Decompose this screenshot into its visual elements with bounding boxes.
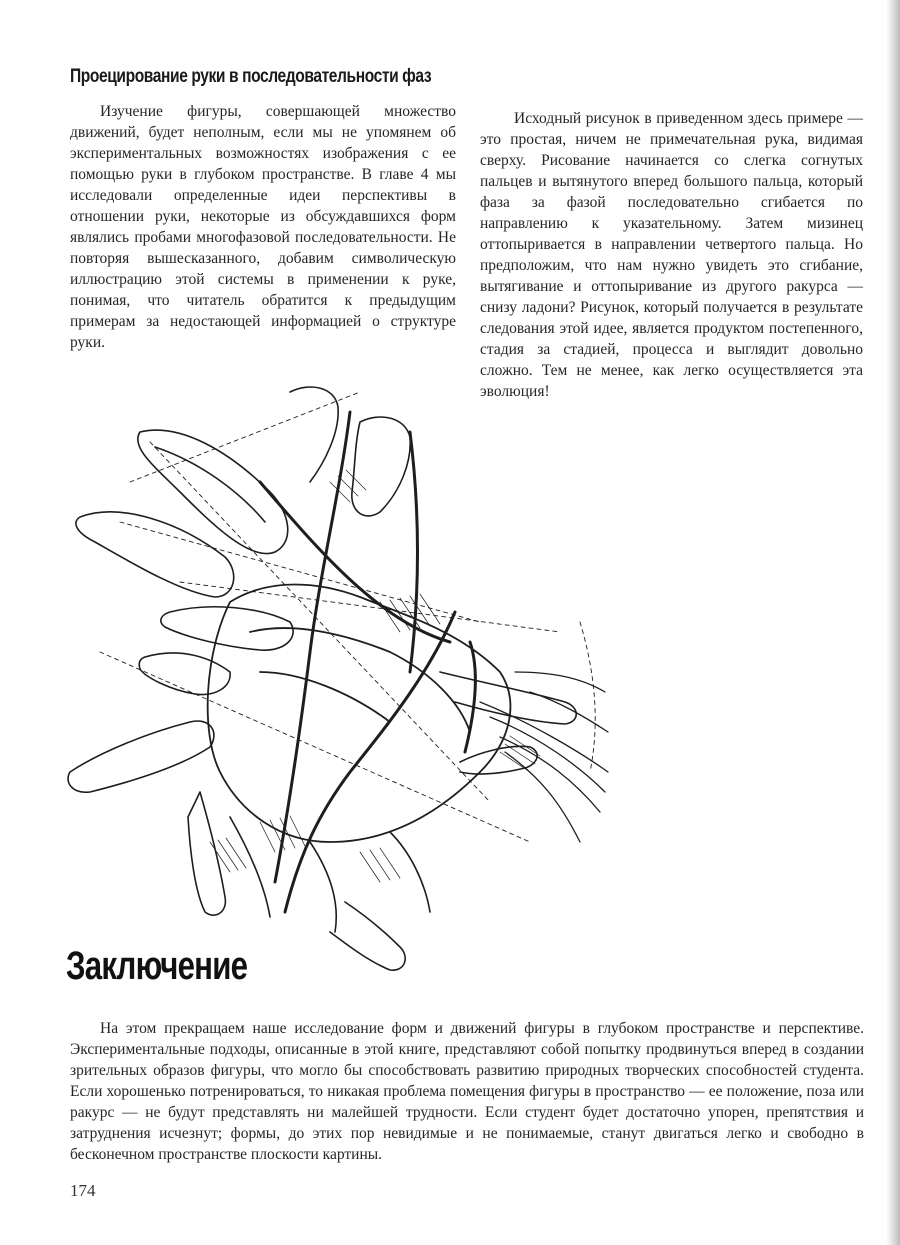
page-number: 174: [70, 1181, 96, 1200]
hand-sequence-illustration: [60, 372, 620, 972]
right-column-paragraph: Исходный рисунок в приведенном здесь примере — это простая, ничем не примечательная рука, видимая сверху. Рисование начинается со слегка согнутых пальцев и вытянутого вперед большого пальца, который фаза за фазой последовательно сгибается по направлению к указательному. Затем мизинец оттопыривается в направлении четвертого пальца. Но предположим, что нам нужно увидеть это сгибание, вытягивание и оттопыривание из другого ракурса — снизу ладони? Рисунок, который получается в результате следования этой идее, является продуктом постепенного, стадия за стадией, процесса и выглядит довольно сложно. Тем не менее, как легко осуществляется эта эволюция!: [480, 110, 863, 400]
conclusion-heading: Заключение: [66, 944, 248, 988]
motion-strokes: [260, 412, 475, 912]
page-edge-shadow: [886, 0, 900, 1245]
finger-strokes: [68, 387, 576, 970]
wrist-strokes: [480, 672, 608, 842]
left-column-paragraph: Изучение фигуры, совершающей множество движений, будет неполным, если мы не упомянем об экспериментальных возможностях изображения с ее помощью руки в глубоком пространстве. В главе 4 мы исследовали определенные идеи перспективы в отношении руки, некоторые из обсуждавшихся форм являлись пробами многофазовой последовательности. Не повторяя вышесказанного, добавим символическую иллюстрацию этой системы в применении к руке, понимая, что читатель обратится к предыдущим примерам за недостающей информацией о структуре руки.: [70, 103, 456, 351]
conclusion-paragraph: На этом прекращаем наше исследование форм и движений фигуры в глубоком пространстве и перспективе. Экспериментальные подходы, описанные в этой книге, представляют собой попытку продвинуться вперед в создании зрительных образов фигуры, что могло бы способствовать развитию природных творческих способностей студента. Если хорошенько потренироваться, то никакая проблема помещения фигуры в пространство — ее положение, поза или ракурс — не будут представлять ни малейшей трудности. Если студент будет достаточно упорен, препятствия и затруднения исчезнут; формы, до этих пор невидимые и не понимаемые, станут двигаться легко и свободно в бесконечном пространстве плоскости картины.: [70, 1020, 864, 1163]
palm-outline: [208, 585, 511, 843]
hatching: [210, 470, 540, 882]
section-title: Проецирование руки в последовательности фаз: [70, 66, 432, 87]
